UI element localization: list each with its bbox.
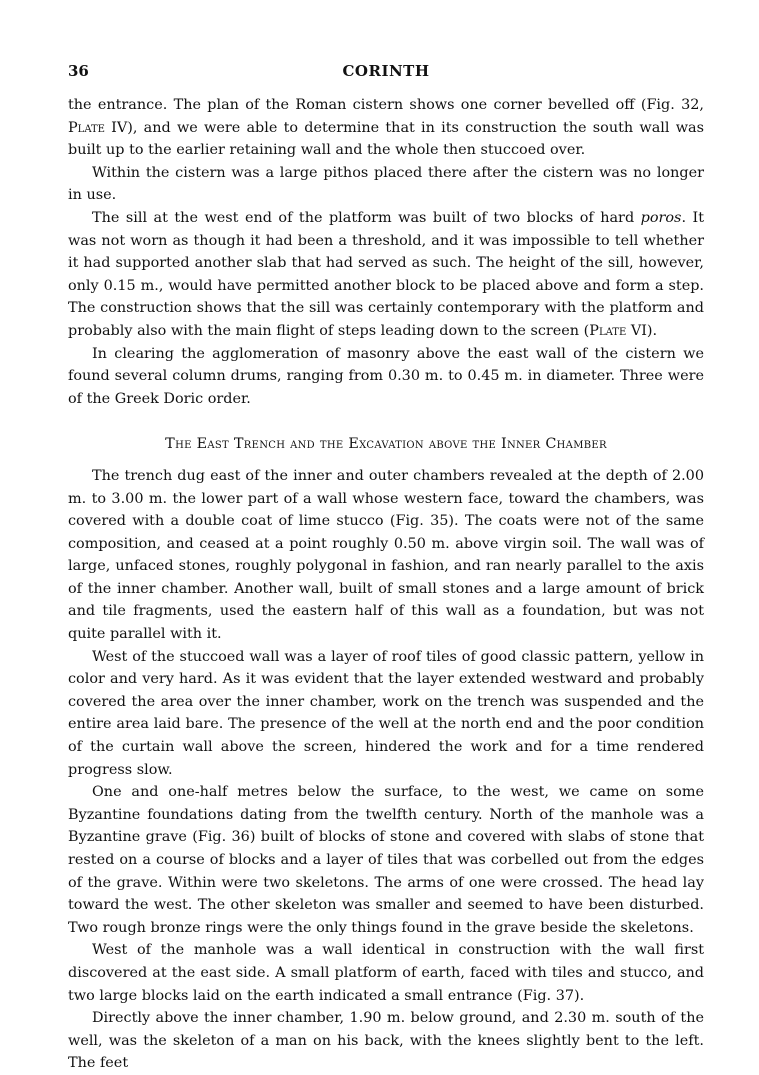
- paragraph-pithos: Within the cistern was a large pithos placed there after the cistern was no longer in use.: [68, 164, 704, 204]
- paragraph-byzantine-grave: One and one-half metres below the surface, to the west, we came on some Byzantine foundations dating from the twelfth century. North of the manhole was a Byzantine grave (Fig. 36) built of blocks of stone and covered with slabs of stone that rested on a course of blocks and a layer of tiles that was corbelled out from the edges of the grave. Within were two skeletons. The arms of one were crossed. The head lay toward the west. The other skeleton was smaller and seemed to have been disturbed. Two rough bronze rings were the only things found in the grave beside the skeletons.: [68, 784, 704, 936]
- body-text: [68, 94, 704, 1075]
- page-header: [68, 62, 704, 84]
- page-number: 36: [68, 62, 89, 80]
- text-segment: VI).: [626, 322, 658, 339]
- paragraph-skeleton: Directly above the inner chamber, 1.90 m. below ground, and 2.30 m. south of the well, was the skeleton of a man on his back, with the knees slightly bent to the left. The feet: [68, 1010, 704, 1072]
- italic-term: poros: [640, 209, 682, 226]
- paragraph-east-trench: The trench dug east of the inner and outer chambers revealed at the depth of 2.00 m. to 3.00 m. the lower part of a wall whose western face, toward the chambers, was covered with a double coat of lime stucco (Fig. 35). The coats were not of the same composition, and ceased at a point roughly 0.50 m. above virgin soil. The wall was of large, unfaced stones, roughly polygonal in fashion, and ran nearly parallel to the axis of the inner chamber. Another wall, built of small stones and a large amount of brick and tile fragments, used the eastern half of this wall as a foundation, but was not quite parallel with it.: [68, 467, 704, 643]
- running-title: CORINTH: [342, 62, 430, 80]
- text-segment: The sill at the west end of the platform was built of two blocks of hard: [92, 209, 641, 226]
- text-segment: the entrance. The plan of the Roman cistern shows one corner bevelled off (Fig. 32,: [68, 97, 704, 113]
- text-segment: . It was not worn as though it had been a threshold, and it was impossible to tell whether it had supported another slab that had served as such. The height of the sill, however, only 0.15 m., would have permitted another block to be placed above and form a step. The construction shows that the sill was certainly contemporary with the platform and probably also with the main flight of steps leading down to the screen (: [68, 209, 704, 339]
- paragraph-roman-cistern-plan: [68, 94, 704, 162]
- text-segment: IV), and we were able to determine that in its construction the south wall was built up to the earlier retaining wall and the whole then stuccoed over.: [68, 119, 704, 159]
- paragraph-roof-tiles: West of the stuccoed wall was a layer of roof tiles of good classic pattern, yellow in color and very hard. As it was evident that the layer extended westward and probably covered the area over the inner chamber, work on the trench was suspended and the entire area laid bare. The presence of the well at the north end and the poor condition of the curtain wall above the screen, hindered the work and for a time rendered progress slow.: [68, 648, 704, 778]
- plate-reference: Plate: [589, 322, 627, 339]
- paragraph-column-drums: In clearing the agglomeration of masonry above the east wall of the cistern we found several column drums, ranging from 0.30 m. to 0.45 m. in diameter. Three were of the Greek Doric order.: [68, 345, 704, 407]
- paragraph-manhole-wall: West of the manhole was a wall identical in construction with the wall first discovered at the east side. A small platform of earth, faced with tiles and stucco, and two large blocks laid on the earth indicated a small entrance (Fig. 37).: [68, 942, 704, 1004]
- section-heading: The East Trench and the Excavation above the Inner Chamber: [165, 436, 607, 453]
- plate-reference: Plate: [68, 119, 105, 136]
- paragraph-sill: [68, 207, 704, 343]
